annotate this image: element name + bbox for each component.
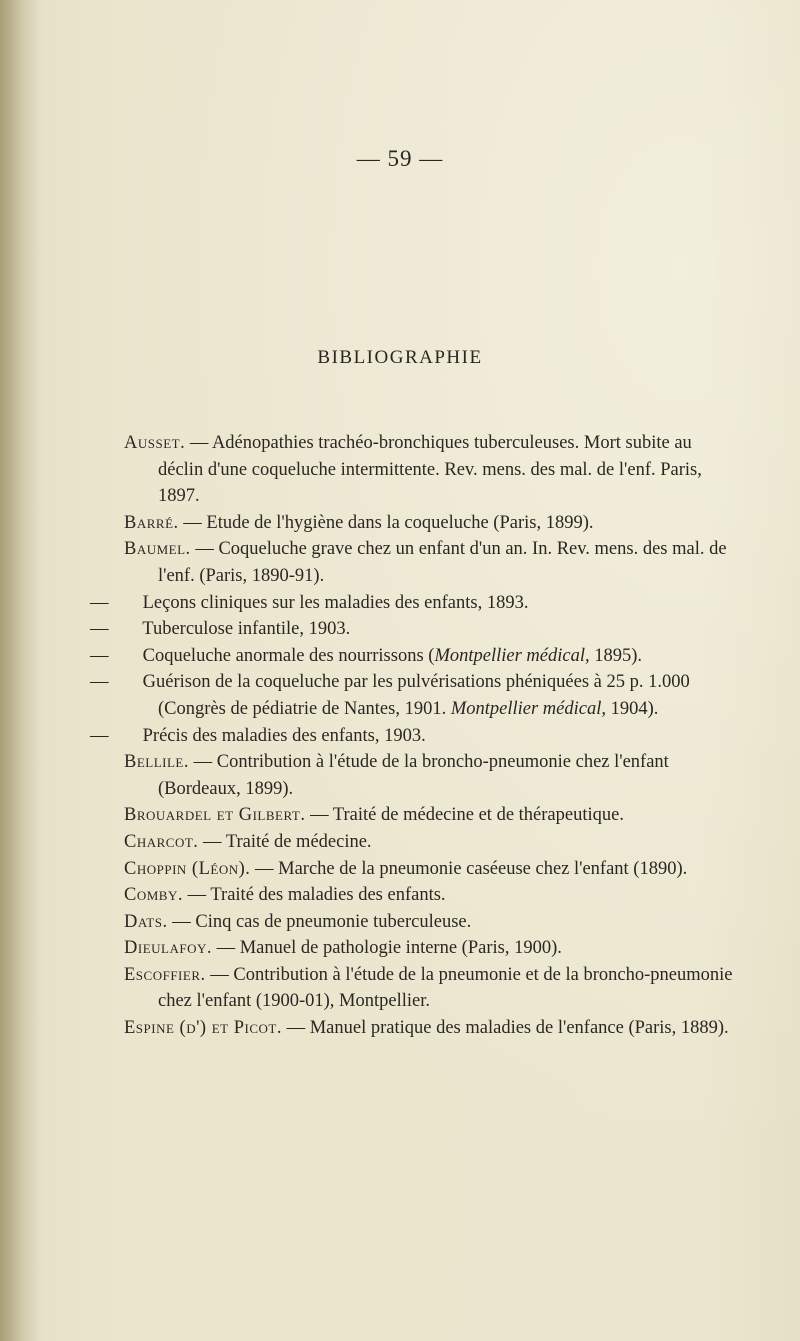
entry-text: — Traité de médecine et de thérapeutique.	[305, 805, 624, 826]
entry-text: Guérison de la coqueluche par les pulvérisations phéniquées à 25 p. 1.000 (Congrès de pédiatrie de Nantes, 1901.	[138, 672, 690, 719]
bibliography-entry	[90, 590, 736, 617]
entry-text: — Marche de la pneumonie caséeuse chez l'enfant (1890).	[250, 858, 688, 879]
bibliography-entry	[124, 909, 736, 936]
entry-text: — Traité des maladies des enfants.	[182, 885, 446, 906]
entry-text: — Coqueluche grave chez un enfant d'un an. In. Rev. mens. des mal. de l'enf. (Paris, 1890-91).	[158, 539, 727, 586]
entry-text: — Etude de l'hygiène dans la coqueluche (Paris, 1899).	[178, 512, 594, 533]
entry-text: — Cinq cas de pneumonie tuberculeuse.	[167, 911, 472, 932]
entry-text: — Manuel pratique des maladies de l'enfance (Paris, 1889).	[281, 1018, 729, 1039]
entry-author: Dieulafoy.	[124, 938, 212, 959]
entry-ditto-dash: —	[90, 725, 109, 746]
entry-text: — Contribution à l'étude de la broncho-pneumonie chez l'enfant (Bordeaux, 1899).	[158, 752, 669, 799]
bibliography-entry	[124, 856, 736, 883]
entry-text: — Adénopathies trachéo-bronchiques tuberculeuses. Mort subite au déclin d'une coqueluche intermittente. Rev. mens. des mal. de l'enf. Paris, 1897.	[158, 433, 702, 507]
entry-text: Coqueluche anormale des nourrissons (	[138, 645, 435, 666]
entry-text-end: 1904).	[606, 698, 659, 719]
bibliography-entry	[124, 510, 736, 537]
entry-journal: Montpellier médical,	[434, 645, 590, 666]
entry-text: — Manuel de pathologie interne (Paris, 1900).	[211, 938, 562, 959]
entry-author: Comby.	[124, 885, 183, 906]
bibliography-entry	[124, 829, 736, 856]
bibliography-entry	[124, 1015, 736, 1042]
entry-text-end: 1895).	[589, 645, 643, 666]
bibliography-entry	[90, 669, 736, 722]
page-number: — 59 —	[356, 146, 444, 171]
binding-shadow	[0, 0, 40, 1341]
entry-journal: Montpellier médical,	[450, 698, 606, 719]
entry-author: Escoffier.	[124, 964, 206, 985]
entry-text: Leçons cliniques sur les maladies des enfants, 1893.	[138, 592, 529, 613]
entry-author: Ausset.	[124, 433, 186, 453]
bibliography-entry	[90, 616, 736, 643]
entry-author: Barré.	[124, 512, 179, 533]
entry-author: Charcot.	[124, 831, 199, 852]
entry-author: Brouardel et Gilbert.	[124, 805, 306, 826]
entry-text: Tuberculose infantile, 1903.	[138, 619, 351, 640]
bibliography-entry	[124, 536, 736, 589]
entry-text: — Contribution à l'étude de la pneumonie et de la broncho-pneumonie chez l'enfant (1900-01), Montpellier.	[158, 964, 733, 1012]
entry-text: — Traité de médecine.	[198, 831, 372, 852]
entry-author: Espine (d') et Picot.	[124, 1018, 282, 1039]
bibliography-entry	[124, 802, 736, 829]
entry-ditto-dash: —	[90, 645, 109, 666]
bibliography-entry	[124, 430, 736, 510]
entry-ditto-dash: —	[90, 592, 109, 613]
section-heading: BIBLIOGRAPHIE	[317, 347, 483, 368]
entry-ditto-dash: —	[90, 672, 109, 693]
entry-author: Dats.	[124, 911, 168, 932]
entry-ditto-dash: —	[90, 619, 109, 640]
bibliography-list	[90, 430, 736, 1042]
bibliography-entry	[90, 643, 736, 670]
entry-author: Choppin (Léon).	[124, 858, 251, 879]
entry-author: Bellile.	[124, 752, 189, 773]
entry-author: Baumel.	[124, 539, 191, 560]
entry-text: Précis des maladies des enfants, 1903.	[138, 725, 426, 746]
bibliography-entry	[124, 749, 736, 802]
bibliography-entry	[90, 723, 736, 750]
bibliography-entry	[124, 882, 736, 909]
bibliography-entry	[124, 962, 736, 1015]
bibliography-entry	[124, 935, 736, 962]
